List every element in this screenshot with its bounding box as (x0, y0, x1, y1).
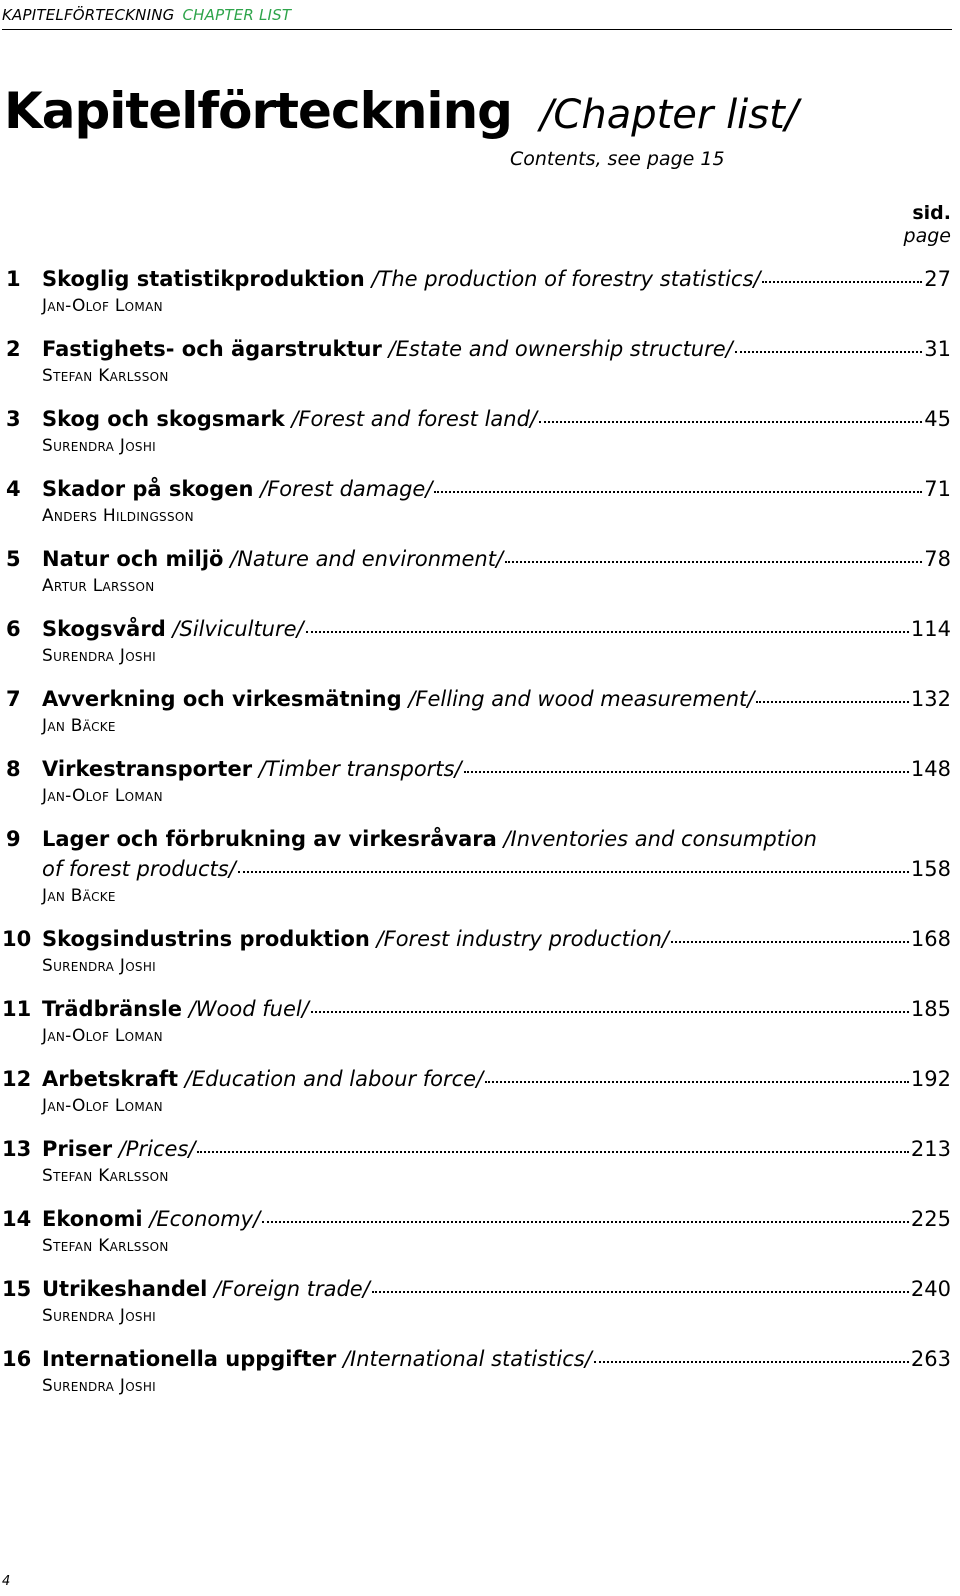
chapter-number: 11 (2, 997, 32, 1021)
chapter-author: Stefan Karlsson (42, 1166, 169, 1186)
chapter-number: 9 (6, 827, 21, 851)
page-title-en: /Chapter list/ (539, 92, 799, 138)
chapter-page-number: 78 (924, 547, 951, 571)
chapter-page-number: 263 (910, 1347, 951, 1371)
toc-entry-line (0, 614, 951, 644)
chapter-title-en: /Silviculture/ (172, 617, 304, 641)
chapter-number: 16 (2, 1347, 32, 1371)
chapter-author: Anders Hildingsson (42, 506, 194, 526)
chapter-title-sv: Virkestransporter (42, 757, 253, 781)
title-space (178, 1064, 185, 1094)
chapter-title-en-cont: of forest products/ (42, 857, 236, 881)
toc-entry-line (0, 1204, 951, 1234)
toc-entry-line (0, 1344, 951, 1374)
chapter-number: 15 (2, 1277, 32, 1301)
toc-entry[interactable] (0, 474, 951, 534)
toc-entry-line (0, 544, 951, 574)
toc-entry[interactable] (0, 994, 951, 1054)
toc-entry-line (0, 854, 951, 884)
page-column-header (904, 202, 951, 248)
toc-entry[interactable] (0, 924, 951, 984)
chapter-page-number: 225 (910, 1207, 951, 1231)
chapter-title-sv: Ekonomi (42, 1207, 143, 1231)
chapter-title-sv: Natur och miljö (42, 547, 224, 571)
toc-entry-line (0, 404, 951, 434)
chapter-title-en: /Inventories and consumption (503, 827, 817, 851)
toc-entry[interactable] (0, 1344, 951, 1404)
chapter-title-en: /Education and labour force/ (184, 1067, 484, 1091)
chapter-page-number: 158 (910, 857, 951, 881)
chapter-number: 4 (6, 477, 21, 501)
chapter-title-sv: Skogsvård (42, 617, 166, 641)
chapter-title-sv: Skogsindustrins produktion (42, 927, 370, 951)
dot-leader (464, 769, 909, 773)
toc-entry[interactable] (0, 404, 951, 464)
chapter-author: Jan-Olof Loman (42, 1096, 163, 1116)
chapter-title-sv: Lager och förbrukning av virkesråvara (42, 827, 497, 851)
chapter-author: Surendra Joshi (42, 956, 157, 976)
chapter-page-number: 185 (910, 997, 951, 1021)
dot-leader (434, 489, 922, 493)
column-header-page: page (903, 225, 951, 247)
chapter-page-number: 27 (924, 267, 951, 291)
dot-leader (262, 1219, 909, 1223)
chapter-title-en: /Economy/ (149, 1207, 261, 1231)
chapter-page-number: 213 (910, 1137, 951, 1161)
chapter-title-en: /Wood fuel/ (188, 997, 309, 1021)
dot-leader (485, 1079, 909, 1083)
toc-entry[interactable] (0, 754, 951, 814)
table-of-contents (0, 264, 951, 1414)
chapter-number: 6 (6, 617, 21, 641)
chapter-title-sv: Arbetskraft (42, 1067, 179, 1091)
chapter-page-number: 31 (924, 337, 951, 361)
dot-leader (372, 1289, 909, 1293)
chapter-title-en: /Forest damage/ (260, 477, 433, 501)
toc-entry[interactable] (0, 1274, 951, 1334)
chapter-title-en: /Felling and wood measurement/ (408, 687, 755, 711)
dot-leader (505, 559, 922, 563)
chapter-title-en: /Forest industry production/ (376, 927, 669, 951)
chapter-number: 7 (6, 687, 21, 711)
chapter-title-sv: Avverkning och virkesmätning (42, 687, 402, 711)
chapter-number: 14 (2, 1207, 32, 1231)
title-space (252, 754, 259, 784)
chapter-title-sv: Skog och skogsmark (42, 407, 285, 431)
chapter-title-sv: Skador på skogen (42, 477, 254, 501)
chapter-page-number: 114 (910, 617, 951, 641)
title-space (382, 334, 389, 364)
page-title-sv: Kapitelförteckning (4, 82, 512, 140)
chapter-number: 8 (6, 757, 21, 781)
chapter-title-en: /Estate and ownership structure/ (388, 337, 733, 361)
chapter-page-number: 148 (910, 757, 951, 781)
chapter-page-number: 192 (910, 1067, 951, 1091)
chapter-author: Stefan Karlsson (42, 1236, 169, 1256)
toc-entry-line (0, 824, 951, 854)
chapter-title-en: /Timber transports/ (258, 757, 462, 781)
toc-entry[interactable] (0, 1134, 951, 1194)
dot-leader (306, 629, 909, 633)
toc-entry-line (0, 334, 951, 364)
dot-leader (594, 1359, 909, 1363)
chapter-title-en: /Foreign trade/ (214, 1277, 370, 1301)
toc-entry[interactable] (0, 614, 951, 674)
toc-entry[interactable] (0, 264, 951, 324)
running-head-en: CHAPTER LIST (182, 6, 292, 24)
toc-entry[interactable] (0, 1204, 951, 1264)
chapter-author: Artur Larsson (42, 576, 155, 596)
toc-entry-line (0, 754, 951, 784)
footer-page-number: 4 (2, 1574, 11, 1589)
chapter-title-sv: Utrikeshandel (42, 1277, 208, 1301)
chapter-title-en: /Prices/ (118, 1137, 196, 1161)
page-title (4, 82, 798, 140)
chapter-title-sv: Internationella uppgifter (42, 1347, 337, 1371)
chapter-title-en: /The production of forestry statistics/ (371, 267, 761, 291)
title-space (112, 1134, 119, 1164)
chapter-title-sv: Skoglig statistikproduktion (42, 267, 365, 291)
chapter-page-number: 132 (910, 687, 951, 711)
chapter-author: Jan-Olof Loman (42, 1026, 163, 1046)
chapter-page-number: 71 (924, 477, 951, 501)
toc-entry-line (0, 1134, 951, 1164)
dot-leader (735, 349, 923, 353)
dot-leader (238, 869, 909, 873)
toc-entry[interactable] (0, 334, 951, 394)
chapter-number: 10 (2, 927, 32, 951)
chapter-author: Jan-Olof Loman (42, 296, 163, 316)
dot-leader (539, 419, 922, 423)
chapter-author: Jan Bäcke (42, 716, 116, 736)
chapter-number: 1 (6, 267, 21, 291)
chapter-number: 2 (6, 337, 21, 361)
dot-leader (762, 279, 922, 283)
dot-leader (671, 939, 909, 943)
chapter-author: Surendra Joshi (42, 436, 157, 456)
dot-leader (197, 1149, 908, 1153)
chapter-title-en: /Nature and environment/ (230, 547, 504, 571)
chapter-title-sv: Priser (42, 1137, 113, 1161)
running-head-sv: KAPITELFÖRTECKNING (2, 6, 175, 24)
column-header-sid: sid. (912, 202, 951, 224)
running-head (2, 6, 952, 30)
chapter-title-sv: Trädbränsle (42, 997, 183, 1021)
chapter-number: 12 (2, 1067, 32, 1091)
title-space (370, 924, 377, 954)
toc-entry[interactable] (0, 684, 951, 744)
chapter-title-en: /International statistics/ (342, 1347, 592, 1371)
chapter-title-en: /Forest and forest land/ (291, 407, 538, 431)
chapter-page-number: 168 (910, 927, 951, 951)
toc-entry-line (0, 684, 951, 714)
chapter-page-number: 45 (924, 407, 951, 431)
title-space (336, 1344, 343, 1374)
chapter-author: Jan-Olof Loman (42, 786, 163, 806)
dot-leader (311, 1009, 909, 1013)
toc-entry-line (0, 264, 951, 294)
toc-entry[interactable] (0, 544, 951, 604)
toc-entry-line (0, 1064, 951, 1094)
chapter-number: 3 (6, 407, 21, 431)
dot-leader (756, 699, 909, 703)
toc-entry-line (0, 924, 951, 954)
chapter-title-sv: Fastighets- och ägarstruktur (42, 337, 382, 361)
toc-entry[interactable] (0, 1064, 951, 1124)
title-space (182, 994, 189, 1024)
chapter-number: 5 (6, 547, 21, 571)
chapter-author: Jan Bäcke (42, 886, 116, 906)
chapter-author: Surendra Joshi (42, 1376, 157, 1396)
toc-entry[interactable] (0, 824, 951, 914)
toc-entry-line (0, 1274, 951, 1304)
toc-entry-line (0, 994, 951, 1024)
chapter-author: Surendra Joshi (42, 1306, 157, 1326)
chapter-author: Surendra Joshi (42, 646, 157, 666)
chapter-author: Stefan Karlsson (42, 366, 169, 386)
toc-entry-line (0, 474, 951, 504)
chapter-page-number: 240 (910, 1277, 951, 1301)
chapter-number: 13 (2, 1137, 32, 1161)
page-subtitle: Contents, see page 15 (510, 148, 725, 170)
